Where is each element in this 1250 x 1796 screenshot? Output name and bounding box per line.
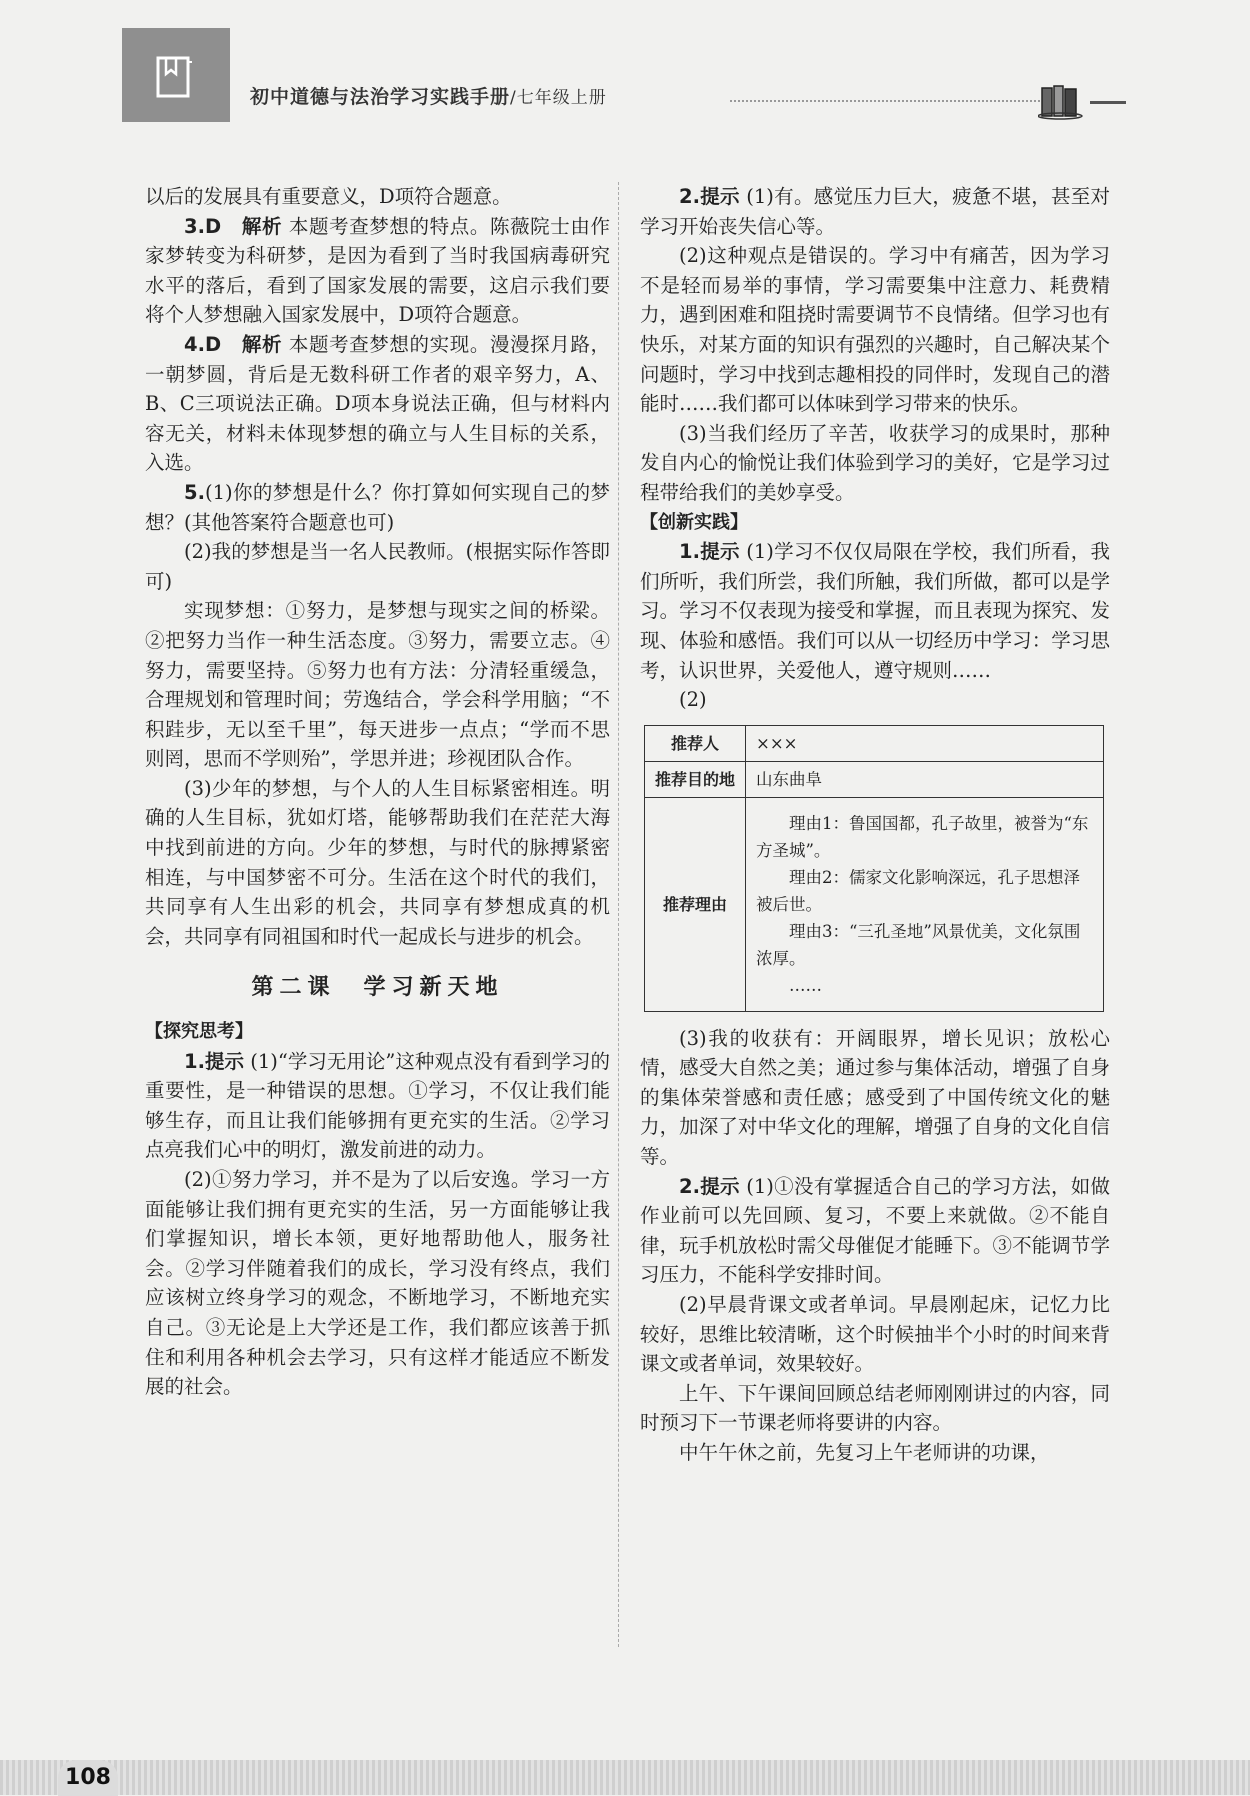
paragraph: (2) xyxy=(679,688,707,712)
header-dotted-rule xyxy=(730,100,1040,102)
section-heading: 【创新实践】 xyxy=(640,511,748,533)
answer-label: 2.提示 xyxy=(679,1174,740,1198)
column-divider xyxy=(618,182,619,1647)
paragraph: 以后的发展具有重要意义，D项符合题意。 xyxy=(145,185,512,208)
table-row xyxy=(645,725,1104,761)
header-dash xyxy=(1090,101,1126,104)
header-title: 初中道德与法治学习实践手册/七年级上册 xyxy=(250,86,607,108)
table-row xyxy=(645,797,1104,1011)
right-column xyxy=(640,182,1110,1468)
answer-label: 3.D 解析 xyxy=(184,214,283,238)
reason-cell xyxy=(746,797,1104,1011)
answer-4: 4.D 解析 本题考查梦想的实现。漫漫探月路，一朝梦圆，背后是无数科研工作者的艰辛努力，A、B、C三项说法正确。D项本身说法正确，但与材料内容无关，材料未体现梦想的确立与人生目标的关系，入选。 xyxy=(145,332,610,475)
reason-item: …… xyxy=(789,975,822,995)
paragraph: 上午、下午课间回顾总结老师刚刚讲过的内容，同时预习下一节课老师将要讲的内容。 xyxy=(640,1381,1110,1435)
answer-label: 1.提示 xyxy=(184,1049,245,1073)
paragraph: 实现梦想：①努力，是梦想与现实之间的桥梁。②把努力当作一种生活态度。③努力，需要立志。④努力，需要坚持。⑤努力也有方法：分清轻重缓急，合理规划和管理时间；劳逸结合，学会科学用脑；“不积跬步，无以至千里”，每天进步一点点；“学而不思则罔，思而不学则殆”，学思并进；珍视团队合作。 xyxy=(145,599,610,771)
paragraph: (2)我的梦想是当一名人民教师。(根据实际作答即可) xyxy=(145,540,610,593)
left-column xyxy=(145,182,610,1402)
recommender-label: 推荐人 xyxy=(645,725,746,761)
destination-label: 推荐目的地 xyxy=(645,761,746,797)
answer-label: 2.提示 xyxy=(679,185,740,208)
reason-item: 理由1：鲁国国都，孔子故里，被誉为“东方圣城”。 xyxy=(756,813,1089,860)
paragraph: (2)早晨背课文或者单词。早晨刚起床，记忆力比较好，思维比较清晰，这个时候抽半个小时的时间来背课文或者单词，效果较好。 xyxy=(640,1293,1110,1376)
books-icon xyxy=(1038,84,1086,120)
book-icon xyxy=(152,52,196,102)
answer-2: 2.提示 (1)有。感觉压力巨大，疲惫不堪，甚至对学习开始丧失信心等。 xyxy=(640,185,1111,238)
answer-1: 1.提示 (1)“学习无用论”这种观点没有看到学习的重要性，是一种错误的思想。①学习，不仅让我们能够生存，而且让我们能够拥有更充实的生活。②学习点亮我们心中的明灯，激发前进的动力。 xyxy=(145,1049,610,1162)
reason-item: 理由3：“三孔圣地”风景优美，文化氛围浓厚。 xyxy=(756,921,1081,968)
reason-item: 理由2：儒家文化影响深远，孔子思想泽被后世。 xyxy=(756,867,1080,914)
page-number: 108 xyxy=(58,1760,118,1796)
paragraph: (2)这种观点是错误的。学习中有痛苦，因为学习不是轻而易举的事情，学习需要集中注意力、耗费精力，遇到困难和阻挠时需要调节不良情绪。但学习也有快乐，对某方面的知识有强烈的兴趣时，自己解决某个问题时，学习中找到志趣相投的同伴时，发现自己的潜能时……我们都可以体味到学习带来的快乐。 xyxy=(640,244,1110,416)
paragraph: (2)①努力学习，并不是为了以后安逸。学习一方面能够让我们拥有更充实的生活，另一方面能够让我们掌握知识，增长本领，更好地帮助他人，服务社会。②学习伴随着我们的成长，学习没有终点，我们应该树立终身学习的观念，不断地学习，不断地充实自己。③无论是上大学还是工作，我们都应该善于抓住和利用各种机会去学习，只有这样才能适应不断发展的社会。 xyxy=(145,1168,610,1399)
reason-label: 推荐理由 xyxy=(645,797,746,1011)
header-subtitle: /七年级上册 xyxy=(510,88,607,108)
paragraph: (3)少年的梦想，与个人的人生目标紧密相连。明确的人生目标，犹如灯塔，能够帮助我们在茫茫大海中找到前进的方向。少年的梦想，与时代的脉搏紧密相连，与中国梦密不可分。生活在这个时代的我们，共同享有人生出彩的机会，共同享有梦想成真的机会，共同享有同祖国和时代一起成长与进步的机会。 xyxy=(145,776,610,948)
answer-label: 1.提示 xyxy=(679,540,740,564)
paragraph: (3)当我们经历了辛苦，收获学习的成果时，那种发自内心的愉悦让我们体验到学习的美好，它是学习过程带给我们的美妙享受。 xyxy=(640,421,1110,504)
answer-1: 1.提示 (1)学习不仅仅局限在学校，我们所看，我们所听，我们所尝，我们所触，我们所做，都可以是学习。学习不仅表现为接受和掌握，而且表现为探究、发现、体验和感悟。我们可以从一切经历中学习：学习思考，认识世界，关爱他人，遵守规则…… xyxy=(640,540,1111,682)
answer-label: 4.D 解析 xyxy=(184,332,283,356)
answer-label: 5. xyxy=(184,480,205,504)
lesson-title: 第二课 学习新天地 xyxy=(251,975,504,1001)
answer-2: 2.提示 (1)①没有掌握适合自己的学习方法，如做作业前可以先回顾、复习，不要上来就做。②不能自律，玩手机放松时需父母催促才能睡下。③不能调节学习压力，不能科学安排时间。 xyxy=(640,1174,1111,1287)
destination-value: 山东曲阜 xyxy=(746,761,1104,797)
answer-3: 3.D 解析 本题考查梦想的特点。陈薇院士由作家梦转变为科研梦，是因为看到了当时我国病毒研究水平的落后，看到了国家发展的需要，这启示我们要将个人梦想融入国家发展中，D项符合题意。 xyxy=(145,214,610,327)
section-heading: 【探究思考】 xyxy=(145,1021,253,1043)
answer-5: 5.(1)你的梦想是什么？你打算如何实现自己的梦想？(其他答案符合题意也可) xyxy=(145,480,610,534)
recommender-value: ××× xyxy=(746,725,1104,761)
footer-band xyxy=(0,1760,1250,1795)
paragraph: (3)我的收获有：开阔眼界，增长见识；放松心情，感受大自然之美；通过参与集体活动，增强了自身的集体荣誉感和责任感；感受到了中国传统文化的魅力，加深了对中华文化的理解，增强了自身的文化自信等。 xyxy=(640,1026,1110,1169)
table-row xyxy=(645,761,1104,797)
recommendation-table xyxy=(644,725,1104,1012)
paragraph: 中午午休之前，先复习上午老师讲的功课， xyxy=(679,1441,1050,1464)
